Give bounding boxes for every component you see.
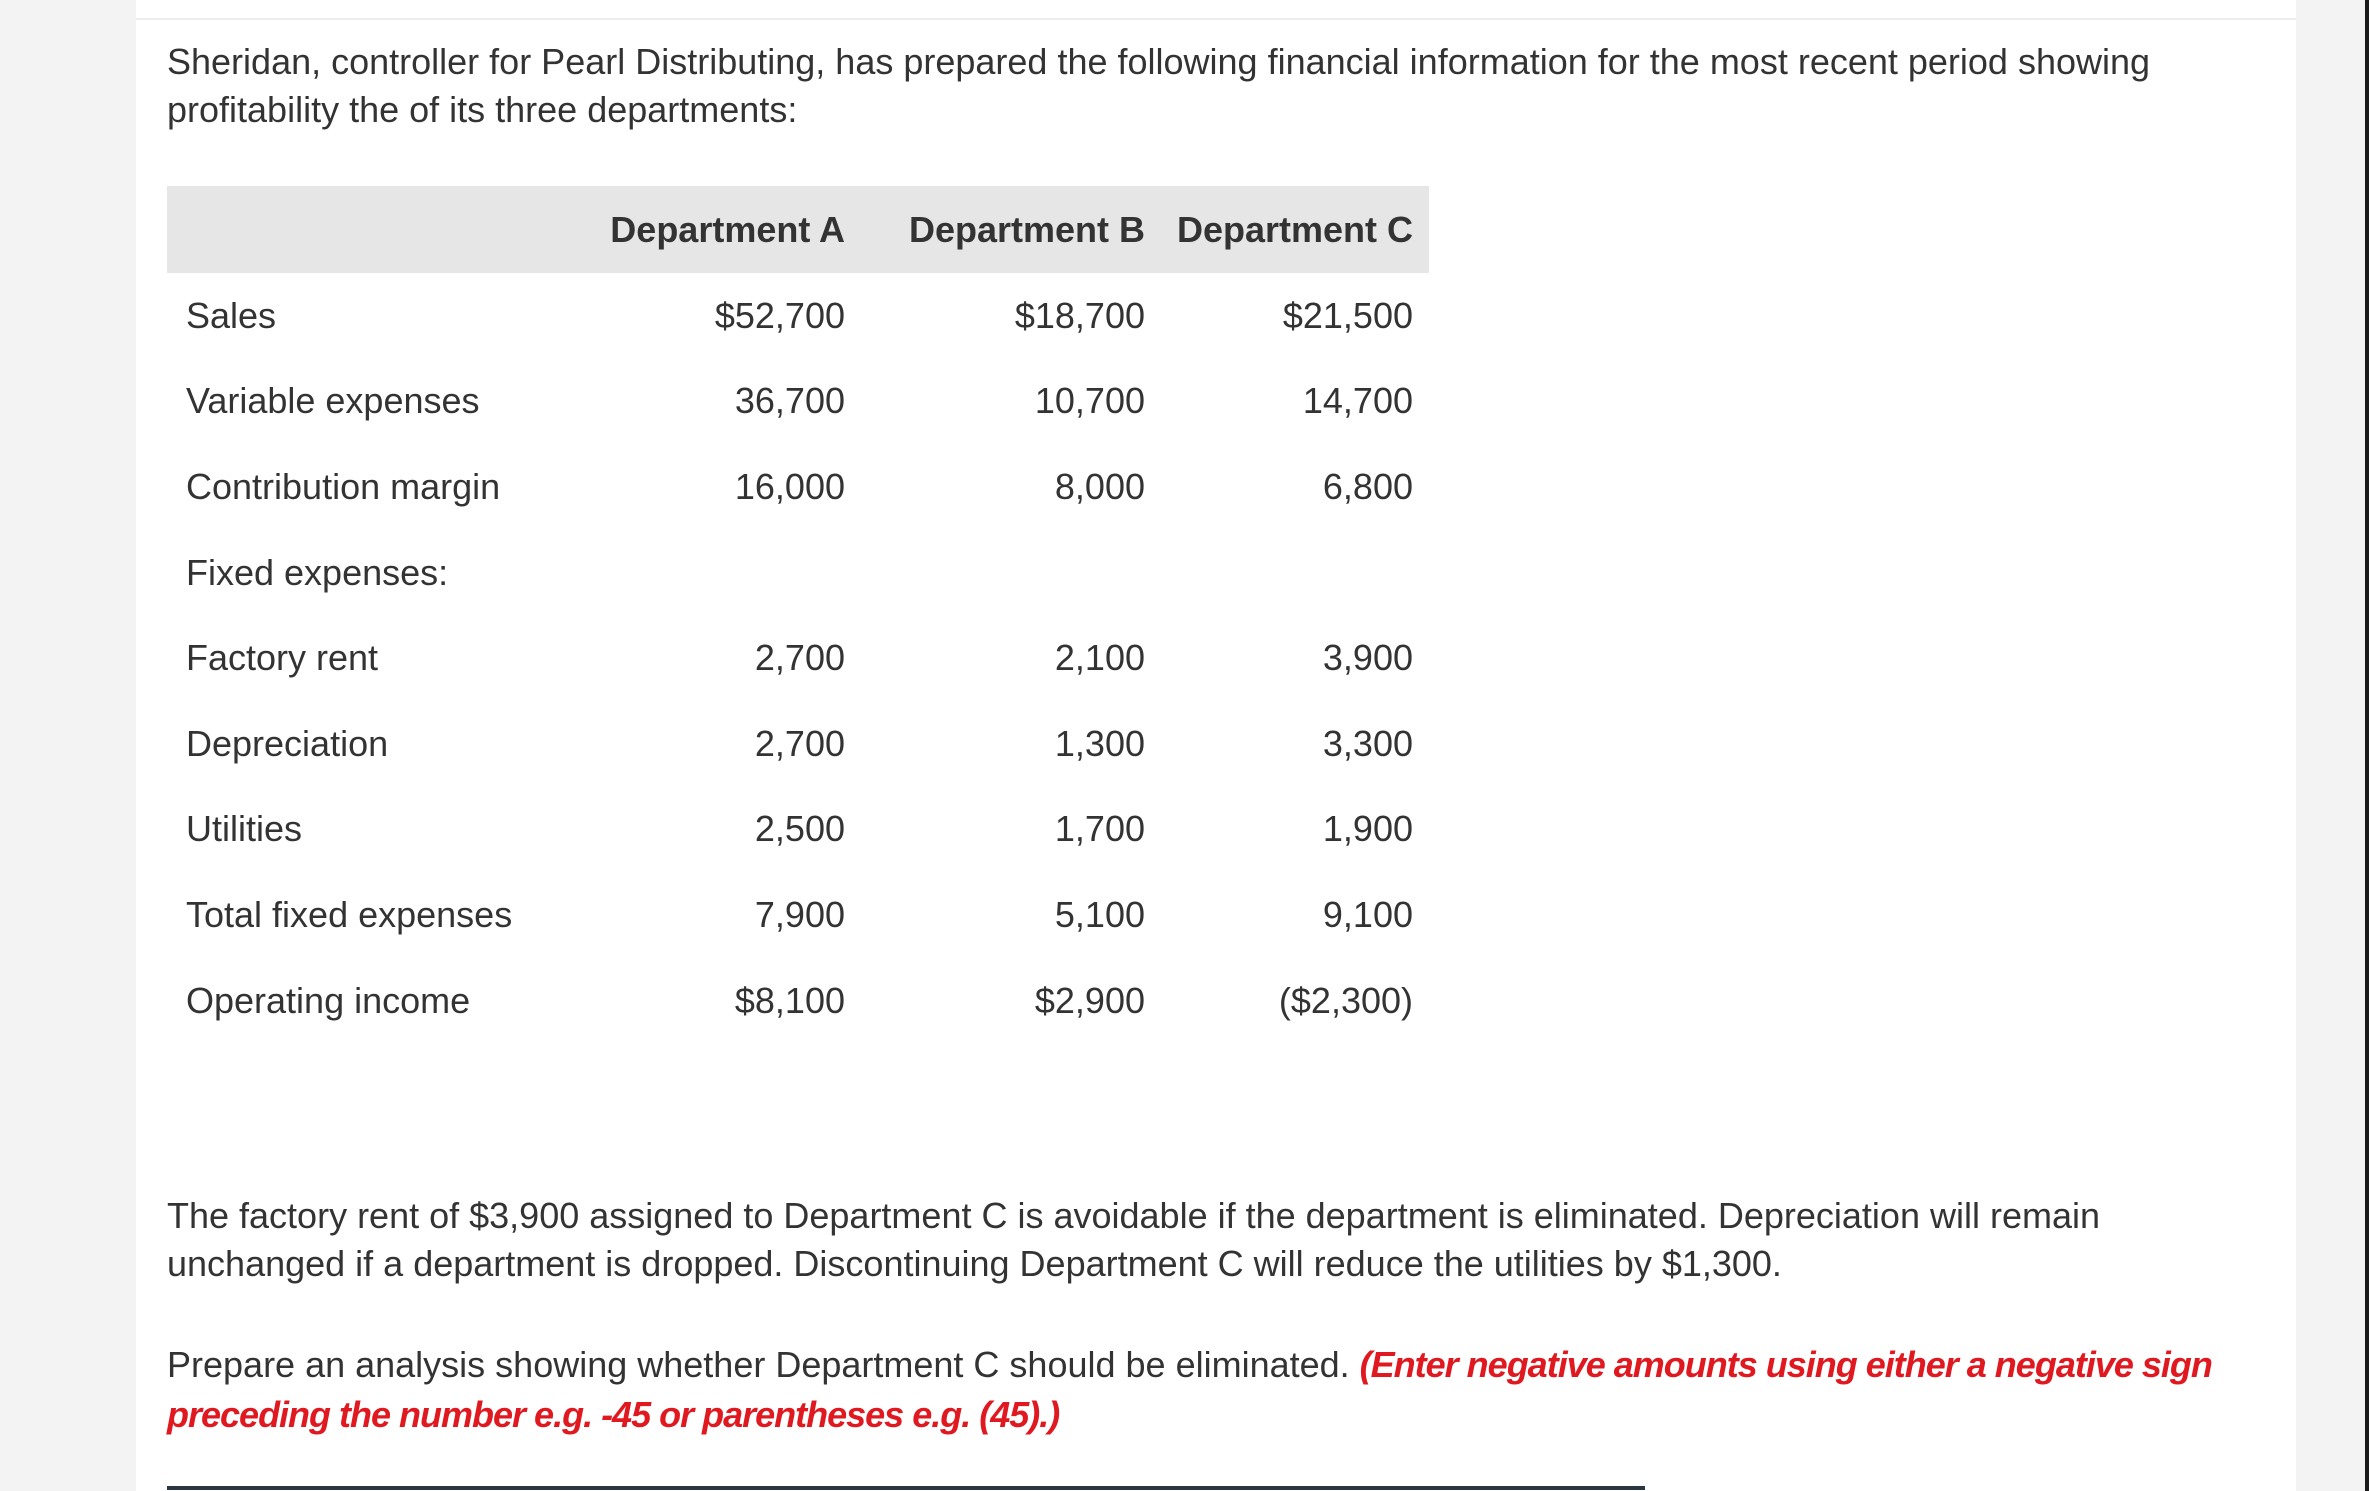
header-department-b: Department B [908,208,1145,250]
cell-department-a: 16,000 [734,465,845,507]
cell-department-c: 9,100 [1322,893,1413,935]
table-row [167,787,1429,873]
cell-department-a: 2,700 [754,722,845,764]
cell-department-c: 6,800 [1322,465,1413,507]
cell-department-a: $52,700 [714,294,845,336]
table-row [167,615,1429,701]
cell-department-b: $18,700 [1014,294,1145,336]
intro-paragraph: Sheridan, controller for Pearl Distributing, has prepared the following financial information for the most recent period showing profitability the of its three departments: [167,41,2151,130]
table-row [167,273,1429,359]
table-row [167,530,1429,616]
cell-department-c: 14,700 [1302,380,1413,422]
cell-department-a: $8,100 [734,979,845,1021]
row-label: Operating income [186,979,471,1021]
row-label: Contribution margin [186,465,501,507]
row-label: Depreciation [186,722,389,764]
cell-department-c [1161,530,1429,616]
table-row [167,444,1429,530]
negative-amount-hint: (Enter negative amounts using either a negative sign preceding the number e.g. -45 or parentheses e.g. (45).) [167,1344,2212,1435]
header-department-c: Department C [1176,208,1413,250]
cell-department-c: 3,900 [1322,637,1413,679]
table-row [167,701,1429,787]
cell-department-b: 2,100 [1054,637,1145,679]
top-divider [136,18,2296,20]
row-label: Variable expenses [186,380,480,422]
cell-department-b: 8,000 [1054,465,1145,507]
row-label: Utilities [186,808,303,850]
note-paragraph: The factory rent of $3,900 assigned to Department C is avoidable if the department is eliminated. Depreciation will remain unchanged if a department is dropped. Discontinuing Department C will reduce the utilities by $1,300. [167,1195,2100,1284]
cell-department-c: 3,300 [1322,722,1413,764]
instruction-text: Prepare an analysis showing whether Department C should be eliminated. [167,1344,1350,1385]
header-department-a: Department A [610,208,845,250]
cell-department-a [577,530,861,616]
row-label: Total fixed expenses [186,893,513,935]
row-label: Factory rent [186,637,379,679]
cell-department-a: 36,700 [734,380,845,422]
cell-department-b: $2,900 [1034,979,1145,1021]
problem-panel [136,0,2296,1491]
cell-department-a: 7,900 [754,893,845,935]
cell-department-b [861,530,1161,616]
cell-department-a: 2,700 [754,637,845,679]
instruction-paragraph [167,1340,2267,1440]
table-row [167,958,1429,1044]
department-financial-table [167,186,1429,1043]
window-edge [2365,0,2369,1491]
cell-department-c: $21,500 [1282,294,1413,336]
answer-table-top-border [167,1486,1645,1490]
table-row [167,872,1429,958]
table-header-row [167,186,1429,273]
cell-department-b: 5,100 [1054,893,1145,935]
cell-department-c: ($2,300) [1278,979,1413,1021]
cell-department-a: 2,500 [754,808,845,850]
cell-department-c: 1,900 [1322,808,1413,850]
cell-department-b: 10,700 [1034,380,1145,422]
row-label: Fixed expenses: [186,551,449,593]
row-label: Sales [186,294,277,336]
financial-table-container [167,186,1429,1043]
table-row [167,359,1429,445]
cell-department-b: 1,300 [1054,722,1145,764]
header-label-cell [167,186,577,273]
cell-department-b: 1,700 [1054,808,1145,850]
